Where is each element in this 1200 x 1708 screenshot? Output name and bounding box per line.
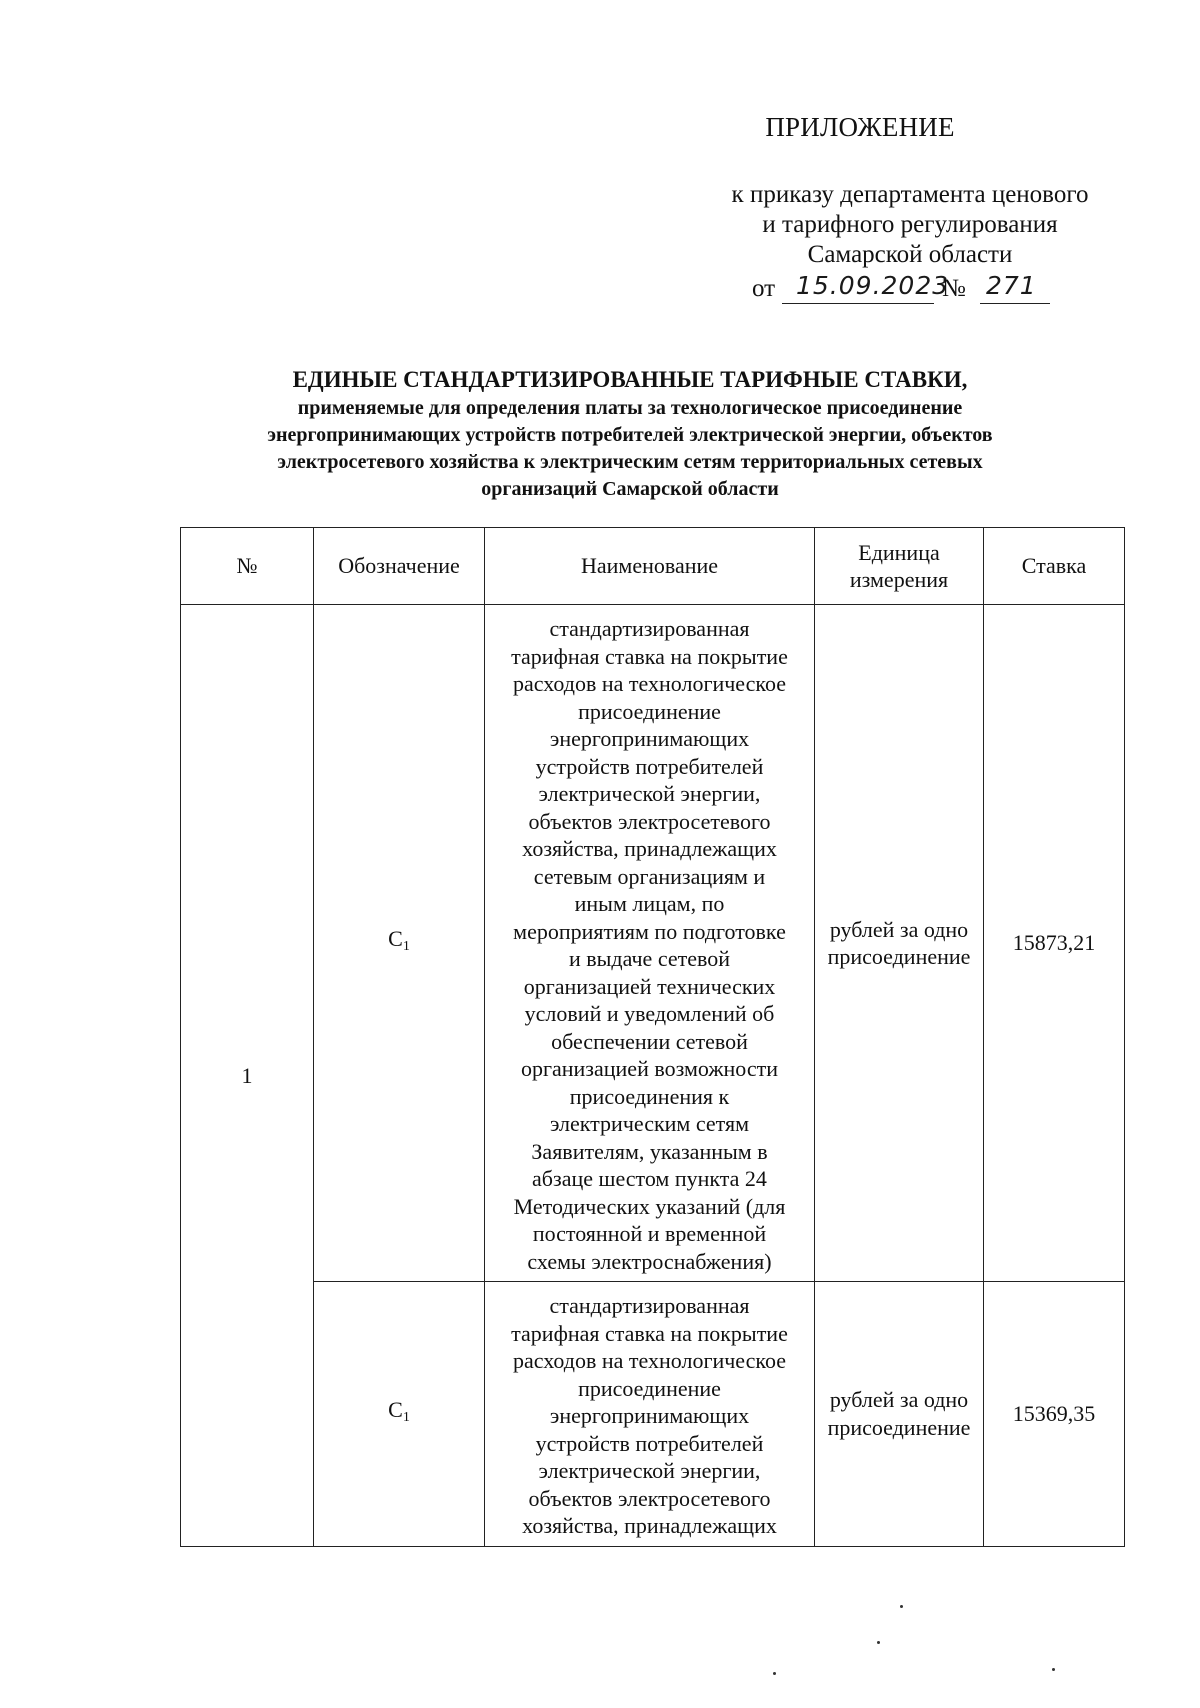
name-line: обеспечении сетевой (551, 1028, 748, 1054)
name-line: расходов на технологическое (513, 1348, 786, 1373)
column-header-name: Наименование (485, 528, 815, 605)
date-prefix: от (752, 275, 776, 302)
name-line: присоединение (578, 1375, 721, 1401)
date-underline (782, 303, 934, 304)
name-line: устройств потребителей (535, 753, 764, 779)
name-line: электрической энергии, (538, 1458, 761, 1483)
name-line: присоединение (578, 698, 721, 724)
name-line: устройств потребителей (535, 1430, 764, 1456)
table-row (181, 605, 1125, 1282)
tariff-table (180, 527, 1125, 1547)
unit-cell (815, 605, 984, 1282)
name-line: тарифная ставка на покрытие (511, 643, 788, 669)
designation-cell (314, 605, 485, 1282)
designation-cell (314, 1282, 485, 1547)
order-ref-line: к приказу департамента ценового (731, 181, 1089, 208)
scan-speck (773, 1672, 776, 1675)
unit-line: присоединение (827, 944, 971, 969)
column-header-unit: Единица измерения (815, 528, 984, 605)
heading-subtitle-line: электросетевого хозяйства к электрическим сетям территориальных сетевых (277, 451, 983, 473)
heading-main: ЕДИНЫЕ СТАНДАРТИЗИРОВАННЫЕ ТАРИФНЫЕ СТАВКИ, (292, 367, 968, 392)
appendix-title: ПРИЛОЖЕНИЕ (765, 112, 955, 142)
designation-subscript: 1 (402, 939, 410, 955)
heading-subtitle-line: организаций Самарской области (481, 478, 779, 500)
name-line: объектов электросетевого (528, 1485, 771, 1511)
name-line: объектов электросетевого (528, 808, 771, 834)
designation-subscript: 1 (402, 1410, 410, 1425)
name-line: электрической энергии, (538, 781, 761, 806)
document-heading (180, 365, 1080, 503)
table-header-row (181, 528, 1125, 605)
order-date-number (752, 273, 1082, 307)
name-line: и выдаче сетевой (568, 946, 731, 971)
name-line: организацией возможности (520, 1056, 779, 1081)
rate-cell: 15369,35 (984, 1282, 1125, 1547)
number-prefix: № (942, 275, 966, 302)
number-underline (980, 303, 1050, 304)
name-line: стандартизированная (549, 616, 750, 641)
name-line: стандартизированная (549, 1293, 750, 1318)
name-line: постоянной и временной (532, 1221, 767, 1246)
name-line: сетевым организациям и (533, 863, 766, 889)
name-line: присоединения к (569, 1083, 730, 1109)
order-number-handwritten: 271 (986, 271, 1037, 300)
heading-subtitle-line: энергопринимающих устройств потребителей электрической энергии, объектов (267, 424, 993, 446)
scan-speck (877, 1641, 880, 1644)
column-header-designation: Обозначение (314, 528, 485, 605)
column-header-number: № (181, 528, 314, 605)
name-cell (485, 605, 815, 1282)
column-header-rate: Ставка (984, 528, 1125, 605)
name-line: энергопринимающих (549, 1403, 750, 1428)
name-line: Заявителям, указанным в (531, 1138, 768, 1164)
unit-line: рублей за одно (829, 1387, 969, 1413)
name-line: организацией технических (523, 973, 776, 999)
name-line: Методических указаний (для (513, 1193, 786, 1219)
order-date-handwritten: 15.09.2023 (796, 271, 950, 300)
name-line: энергопринимающих (549, 726, 750, 751)
name-line: абзаце шестом пункта 24 (532, 1166, 767, 1191)
table-row (181, 1282, 1125, 1547)
name-line: электрическим сетям (549, 1111, 750, 1136)
name-line: хозяйства, принадлежащих (522, 836, 777, 861)
name-line: схемы электроснабжения) (527, 1248, 772, 1274)
name-line: условий и уведомлений об (524, 1001, 775, 1026)
unit-cell (815, 1282, 984, 1547)
order-reference (690, 180, 1130, 270)
rate-cell: 15873,21 (984, 605, 1125, 1282)
name-cell (485, 1282, 815, 1547)
designation-letter: С (388, 926, 403, 952)
order-ref-line: и тарифного регулирования (762, 211, 1058, 238)
heading-subtitle-line: применяемые для определения платы за технологическое присоединение (297, 397, 963, 419)
unit-line: рублей за одно (829, 916, 969, 942)
order-ref-line: Самарской области (807, 241, 1013, 268)
scan-speck (900, 1605, 903, 1608)
scan-speck (1052, 1668, 1055, 1671)
name-line: хозяйства, принадлежащих (522, 1513, 777, 1538)
designation-letter: С (388, 1397, 403, 1422)
name-line: мероприятиям по подготовке (513, 918, 786, 944)
name-line: тарифная ставка на покрытие (511, 1320, 788, 1346)
unit-line: присоединение (827, 1414, 971, 1440)
group-number-cell: 1 (181, 605, 314, 1547)
name-line: расходов на технологическое (513, 671, 786, 696)
name-line: иным лицам, по (574, 891, 725, 916)
